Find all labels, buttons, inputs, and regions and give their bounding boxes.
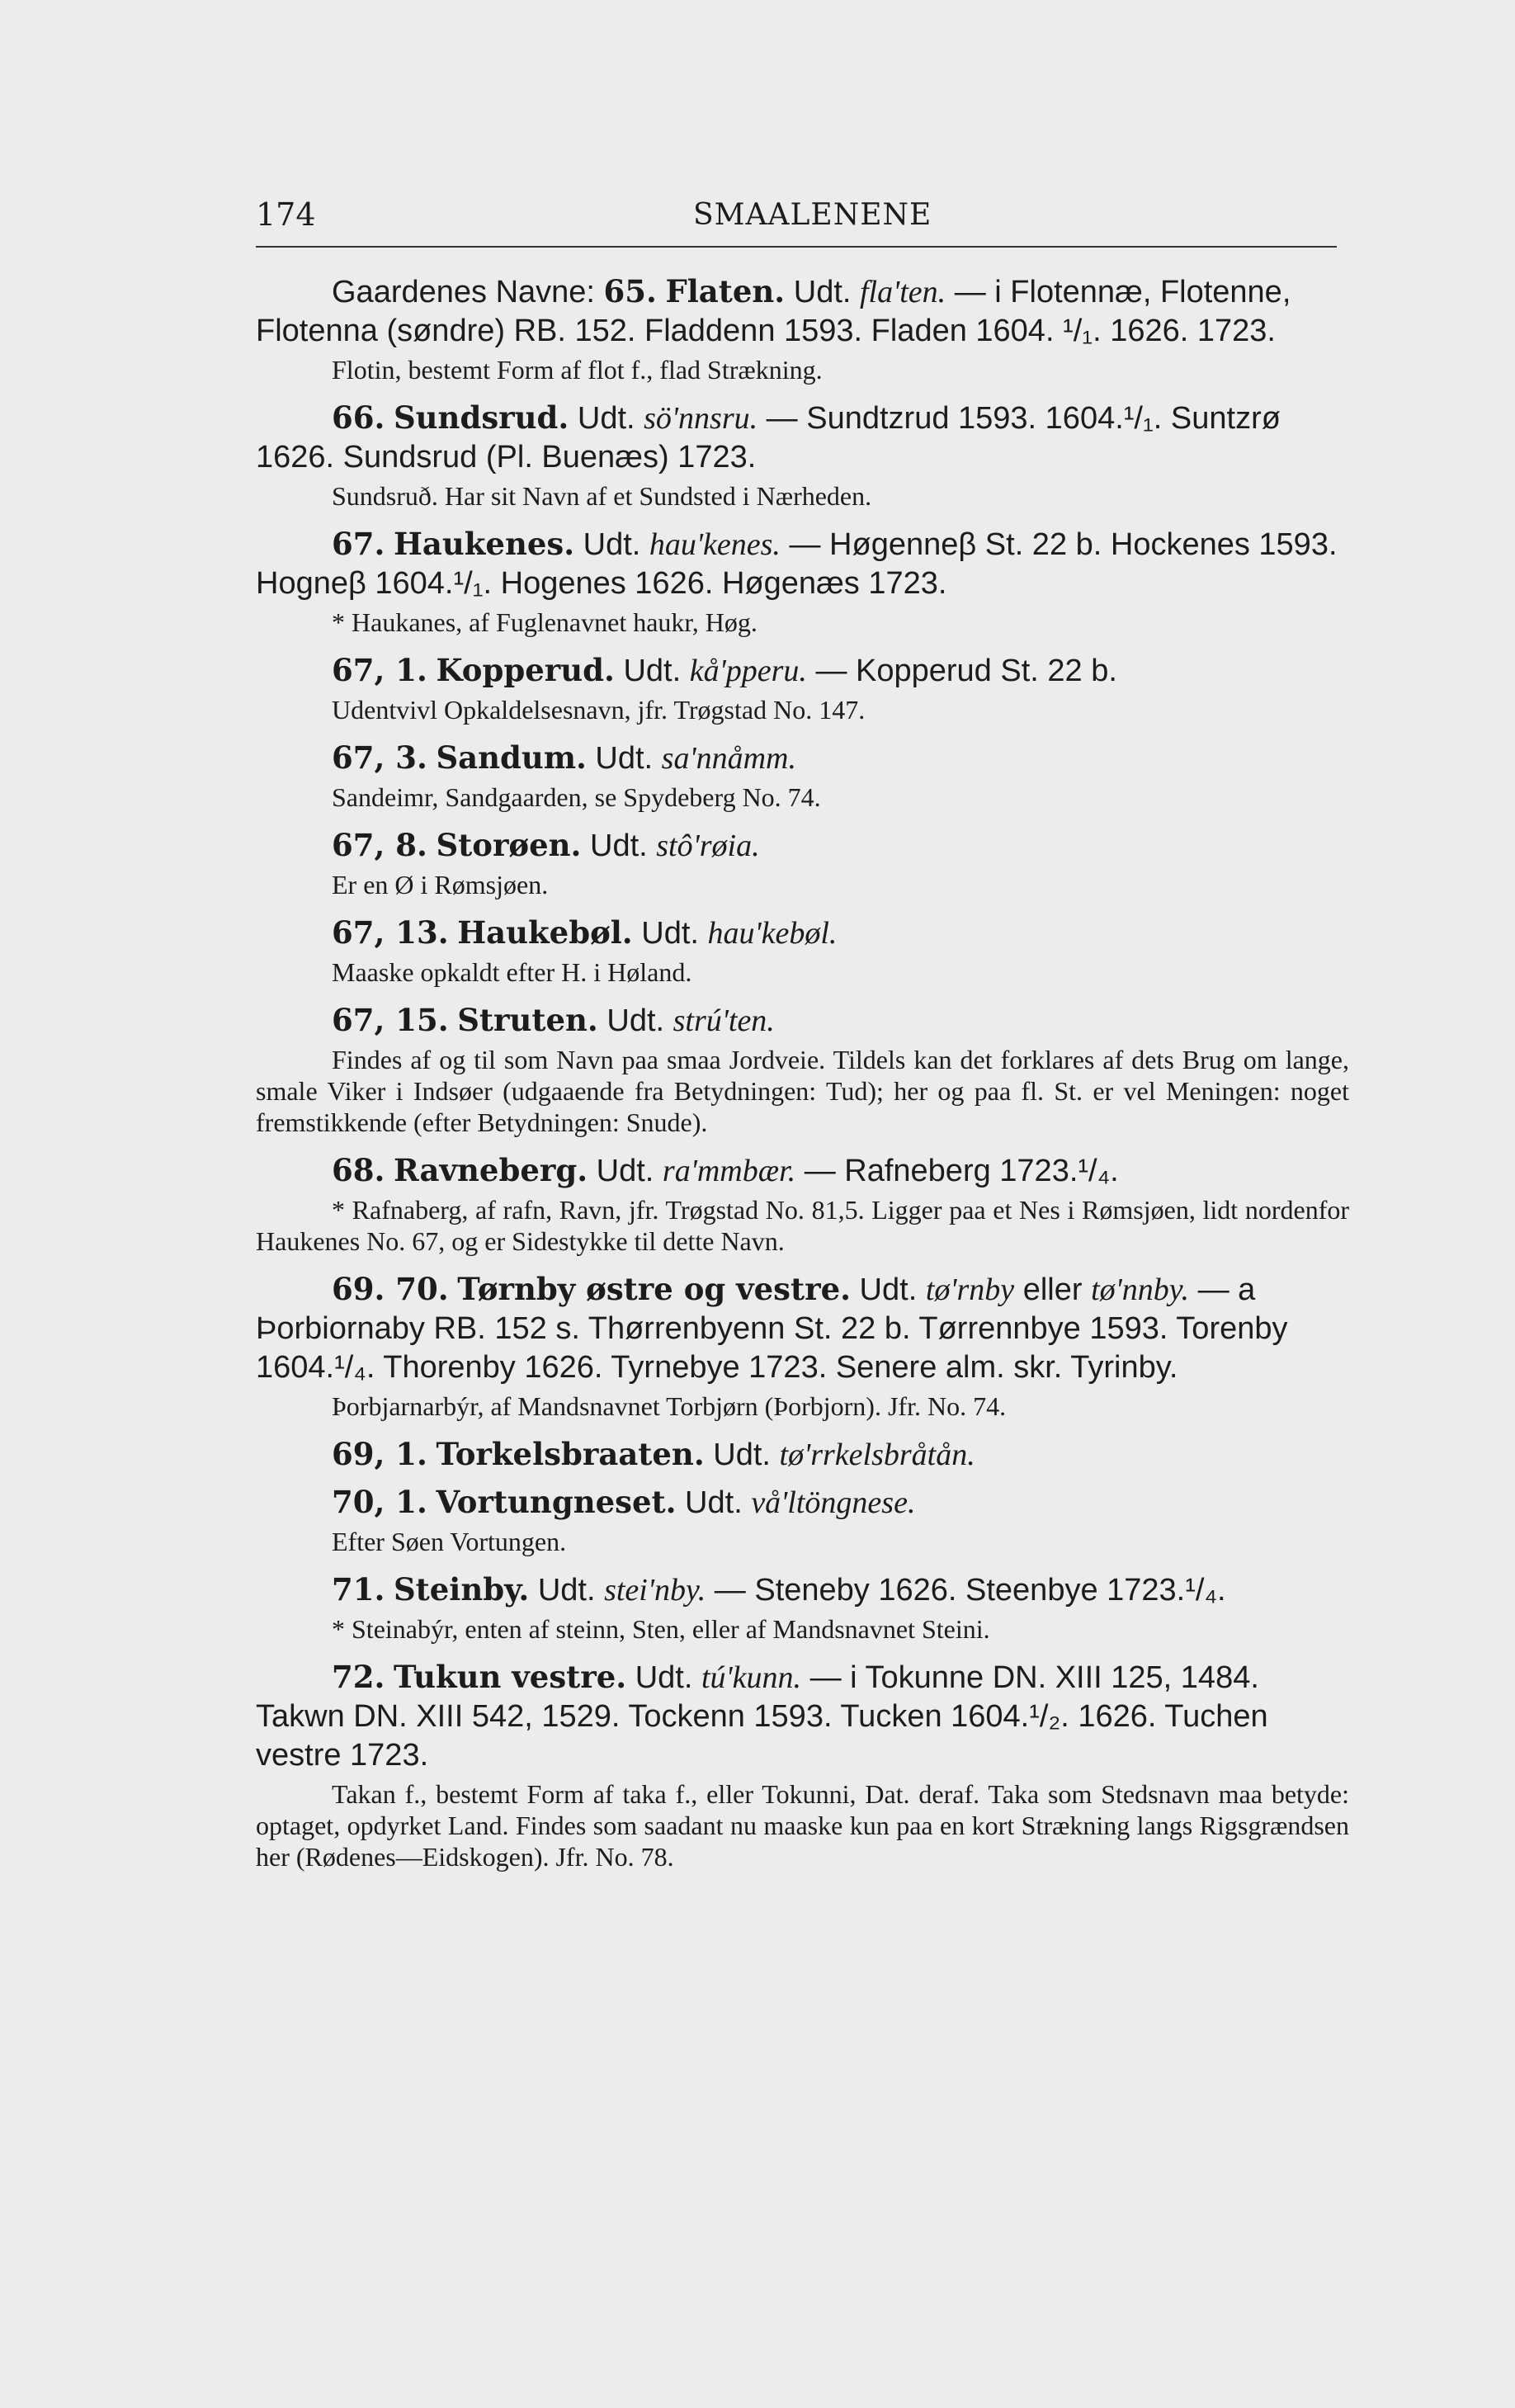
entry-note: Sundsruð. Har sit Navn af et Sundsted i Nærheden.	[332, 481, 872, 511]
entry-note: Þorbjarnarbýr, af Mandsnavnet Torbjørn (Þorbjorn). Jfr. No. 74.	[332, 1391, 1007, 1421]
entry	[256, 525, 1349, 638]
entry-note: Sandeimr, Sandgaarden, se Spydeberg No. 74.	[332, 782, 821, 812]
entry	[256, 739, 1349, 813]
entry-note: Efter Søen Vortungen.	[332, 1527, 567, 1556]
entry-text-segment	[449, 1003, 458, 1038]
entry-text-segment: Udt.	[529, 1573, 605, 1608]
entry-note: Maaske opkaldt efter H. i Høland.	[332, 957, 692, 987]
entry-number: 68.	[332, 1152, 385, 1188]
entry	[256, 1483, 1349, 1557]
entry-text-segment	[385, 527, 394, 562]
entry-text-segment: — Kopperud St. 22 b.	[806, 654, 1117, 688]
entry-text	[256, 826, 1349, 866]
entry-text-segment: — Steneby 1626. Steenbye 1723.¹/₄.	[706, 1573, 1226, 1608]
pronunciation: hau'kenes.	[649, 527, 781, 562]
entry-note: * Haukanes, af Fuglenavnet haukr, Høg.	[332, 607, 758, 637]
entries-list	[256, 272, 1349, 1886]
entry-number: 69, 1.	[332, 1436, 427, 1472]
entry-text-segment: Udt.	[586, 741, 662, 776]
entry	[256, 1658, 1349, 1872]
pronunciation: tú'kunn.	[701, 1660, 802, 1695]
page-number: 174	[256, 196, 316, 233]
entry-text-segment: — Rafneberg 1723.¹/₄.	[795, 1154, 1119, 1188]
entry-text-segment	[427, 1438, 437, 1472]
entry-text	[256, 272, 1349, 351]
entry-text-segment: Udt.	[614, 654, 690, 688]
entry-text-segment	[385, 401, 394, 436]
entry-number: 67, 15.	[332, 1002, 449, 1038]
entry-text-segment: Udt.	[704, 1438, 780, 1472]
place-name: Haukebøl.	[457, 914, 633, 951]
place-name: Torkelsbraaten.	[436, 1436, 705, 1472]
entry-note: Er en Ø i Rømsjøen.	[332, 870, 549, 899]
entry-text	[256, 1270, 1349, 1387]
entry-text	[256, 739, 1349, 778]
entry-number: 67, 1.	[332, 652, 427, 688]
entry-text-segment: Udt.	[597, 1003, 673, 1038]
place-name: Flaten.	[665, 273, 786, 309]
place-name: Tukun vestre.	[393, 1659, 627, 1695]
entry	[256, 1570, 1349, 1645]
pronunciation: sa'nnåmm.	[661, 741, 796, 776]
entry	[256, 651, 1349, 725]
entry-number: 67, 8.	[332, 827, 427, 863]
entry-note: * Steinabýr, enten af steinn, Sten, eller af Mandsnavnet Steini.	[332, 1614, 990, 1644]
entry-note: Takan f., bestemt Form af taka f., eller Tokunni, Dat. deraf. Taka som Stedsnavn maa betyde: optaget, opdyrket Land. Findes som saadant nu maaske kun paa en kort Strækning langs Rigsgrændsen her (Rødenes—Eidskogen). Jfr. No. 78.	[256, 1779, 1349, 1872]
entry-text-segment: Udt.	[785, 275, 860, 309]
place-name: Ravneberg.	[393, 1152, 588, 1188]
pronunciation: fla'ten.	[860, 275, 946, 309]
entry-note: * Rafnaberg, af rafn, Ravn, jfr. Trøgstad No. 81,5. Ligger paa et Nes i Rømsjøen, lidt nordenfor Haukenes No. 67, og er Sidestykke til dette Navn.	[256, 1195, 1349, 1256]
entry-text-segment: — i Tokunne DN. XIII 125, 1484. Takwn DN. XIII 542, 1529. Tockenn 1593. Tucken 1604.¹/₂. 1626. Tuchen vestre 1723.	[256, 1660, 1268, 1773]
place-name: Sundsrud.	[393, 399, 569, 436]
place-name: Sandum.	[436, 739, 587, 776]
pronunciation: tø'nnby.	[1091, 1272, 1190, 1307]
entry-note: Flotin, bestemt Form af flot f., flad Strækning.	[332, 355, 823, 385]
entry-text-segment	[657, 275, 666, 309]
pronunciation: stei'nby.	[604, 1573, 706, 1608]
entry-text	[256, 914, 1349, 953]
entry-text-segment: Udt.	[676, 1485, 752, 1520]
entry-text-segment: eller	[1014, 1272, 1092, 1307]
entry-text-segment	[385, 1660, 394, 1695]
entry-text-segment: Udt.	[851, 1272, 926, 1307]
entry-note: Udentvivl Opkaldelsesnavn, jfr. Trøgstad No. 147.	[332, 695, 866, 725]
place-name: Struten.	[457, 1002, 598, 1038]
entry-text-segment: Udt.	[574, 527, 649, 562]
pronunciation: tø'rrkelsbråtån.	[779, 1438, 975, 1472]
entry-text-segment: Udt.	[588, 1154, 663, 1188]
entry-text-segment: Udt.	[632, 916, 708, 951]
entry-text	[256, 1435, 1349, 1475]
entry-text	[256, 1001, 1349, 1041]
entry-text-segment	[427, 741, 437, 776]
entry-text-segment	[385, 1573, 394, 1608]
entry-number: 70, 1.	[332, 1484, 427, 1520]
entry-text-segment	[427, 1485, 437, 1520]
entry	[256, 914, 1349, 988]
entry	[256, 272, 1349, 385]
entry-text-segment	[449, 1272, 458, 1307]
entry-text-segment: Udt.	[626, 1660, 701, 1695]
running-head: SMAALENENE	[693, 198, 932, 232]
entry-text-segment	[427, 654, 437, 688]
entry-text-segment: — i Flotennæ, Flotenne, Flotenna (søndre) RB. 152. Fladdenn 1593. Fladen 1604. ¹/₁. 1626. 1723.	[256, 275, 1291, 348]
entry-text	[256, 651, 1349, 691]
place-name: Steinby.	[393, 1571, 530, 1608]
entry	[256, 1270, 1349, 1422]
entry-text-segment: Udt.	[569, 401, 644, 436]
entry-text-segment: Gaardenes Navne:	[332, 275, 604, 309]
entry-text-segment	[427, 829, 437, 863]
pronunciation: ra'mmbær.	[662, 1154, 796, 1188]
pronunciation: vå'ltöngnese.	[751, 1485, 916, 1520]
entry-note: Findes af og til som Navn paa smaa Jordveie. Tildels kan det forklares af dets Brug om lange, smale Viker i Indsøer (udgaaende fra Betydningen: Tud); her og paa fl. St. er vel Meningen: noget fremstikkende (efter Betydningen: Snude).	[256, 1045, 1349, 1137]
entry-text	[256, 525, 1349, 603]
pronunciation: sö'nnsru.	[644, 401, 758, 436]
entry-number: 71.	[332, 1571, 385, 1608]
page-header	[256, 196, 1337, 248]
entry	[256, 1151, 1349, 1257]
entry-number: 65.	[603, 273, 657, 309]
pronunciation: kå'pperu.	[689, 654, 807, 688]
entry-text-segment	[385, 1154, 394, 1188]
entry-number: 67.	[332, 526, 385, 562]
pronunciation: stô'røia.	[656, 829, 760, 863]
entry	[256, 1001, 1349, 1138]
place-name: Tørnby østre og vestre.	[457, 1271, 851, 1307]
entry-text-segment: Udt.	[581, 829, 657, 863]
place-name: Storøen.	[436, 827, 582, 863]
place-name: Haukenes.	[393, 526, 575, 562]
entry-number: 67, 13.	[332, 914, 449, 951]
entry	[256, 1435, 1349, 1475]
entry-number: 69. 70.	[332, 1271, 449, 1307]
pronunciation: strú'ten.	[673, 1003, 775, 1038]
entry-text-segment: — a Þorbiornaby RB. 152 s. Thørrenbyenn St. 22 b. Tørrennbye 1593. Torenby 1604.¹/₄. Thorenby 1626. Tyrnebye 1723. Senere alm. skr. Tyrinby.	[256, 1272, 1288, 1385]
entry-text	[256, 399, 1349, 477]
entry-number: 67, 3.	[332, 739, 427, 776]
entry-number: 72.	[332, 1659, 385, 1695]
place-name: Vortungneset.	[436, 1484, 677, 1520]
entry-number: 66.	[332, 399, 385, 436]
pronunciation: hau'kebøl.	[707, 916, 838, 951]
entry-text	[256, 1658, 1349, 1775]
entry	[256, 399, 1349, 512]
entry-text-segment	[449, 916, 458, 951]
place-name: Kopperud.	[436, 652, 615, 688]
entry-text	[256, 1483, 1349, 1523]
entry	[256, 826, 1349, 900]
entry-text-segment: — Sundtzrud 1593. 1604.¹/₁. Suntzrø 1626. Sundsrud (Pl. Buenæs) 1723.	[256, 401, 1281, 475]
entry-text-segment: — Høgenneβ St. 22 b. Hockenes 1593. Hogneβ 1604.¹/₁. Hogenes 1626. Høgenæs 1723.	[256, 527, 1338, 601]
entry-text	[256, 1570, 1349, 1610]
pronunciation: tø'rnby	[925, 1272, 1015, 1307]
entry-text	[256, 1151, 1349, 1191]
